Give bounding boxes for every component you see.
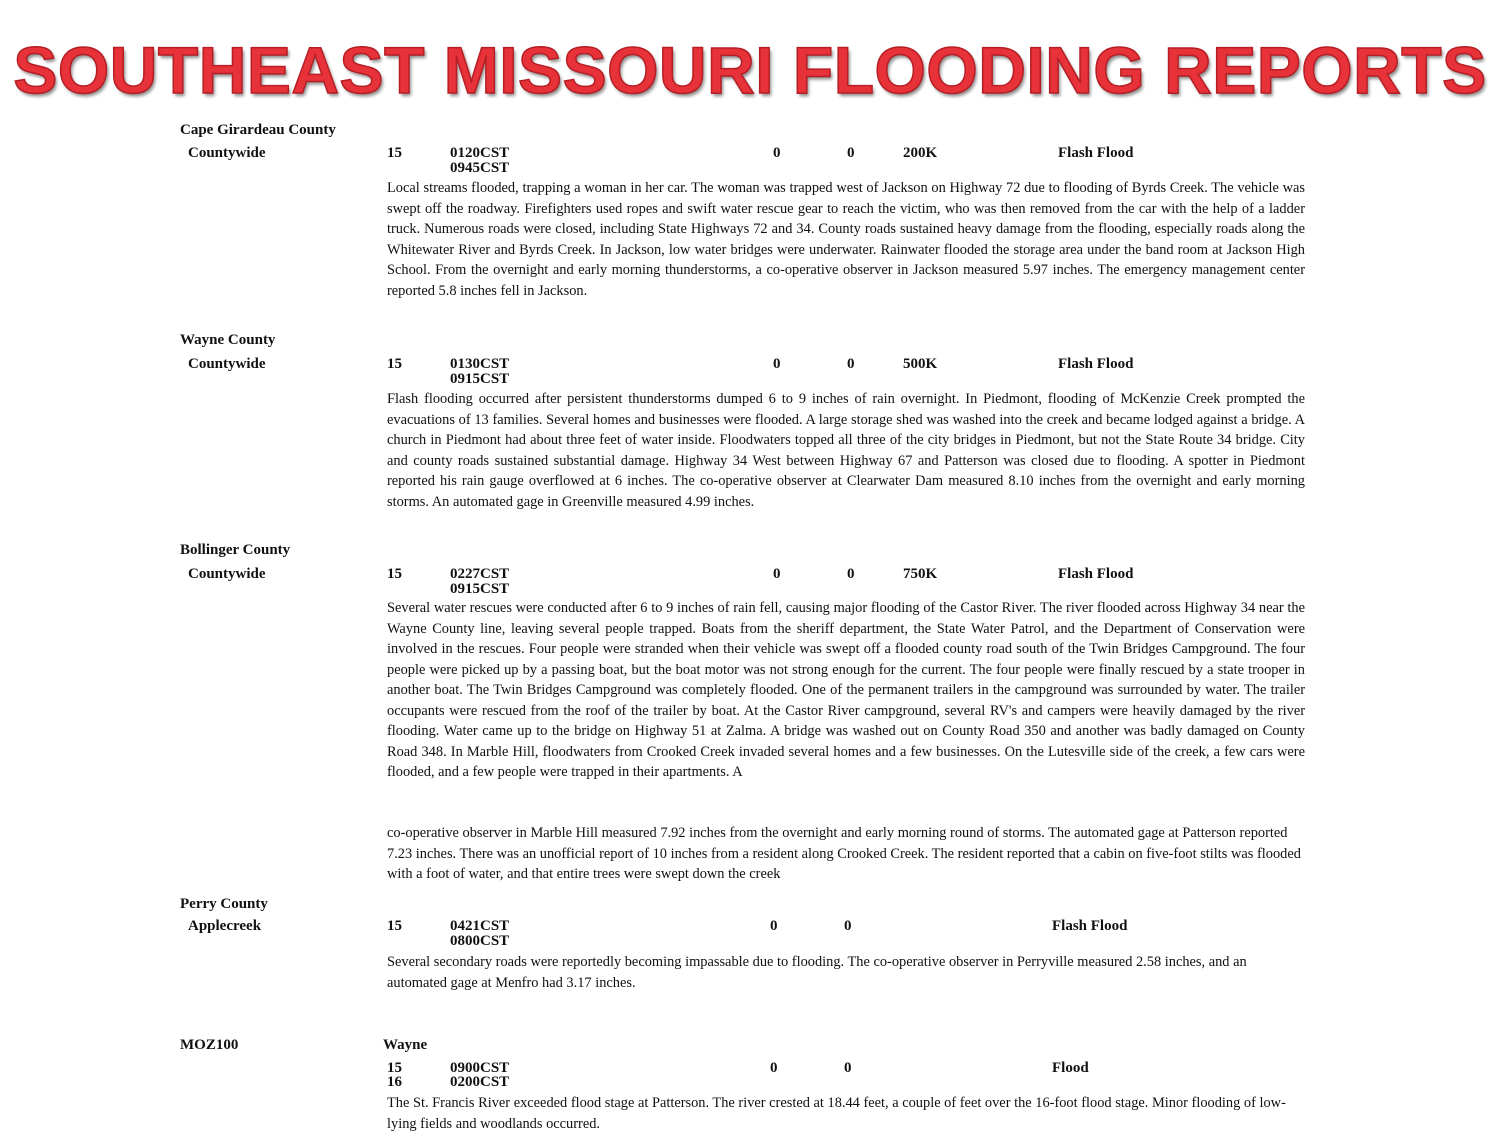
deaths: 0 <box>773 145 781 161</box>
time-begin: 0421CST <box>450 918 510 934</box>
narrative: Flash flooding occurred after persistent thunderstorms dumped 6 to 9 inches of rain overnight. In Piedmont, flooding of McKenzie Creek prompted the evacuations of 13 families. Several homes and businesses were flooded. A large storage shed was washed into the creek and became lodged against a bridge. A church in Piedmont had about three feet of water inside. Floodwaters topped all three of the city bridges in Piedmont, but not the State Route 34 bridge. City and county roads sustained substantial damage. Highway 34 West between Highway 67 and Patterson was closed due to flooding. A spotter in Piedmont reported his rain gauge overflowed at 6 inches. The co-operative observer at Clearwater Dam measured 8.10 inches from the overnight and early morning storms. An automated gage in Greenville measured 4.99 inches. <box>387 391 1305 510</box>
day: 15 <box>387 145 402 161</box>
time-end: 0915CST <box>450 581 510 597</box>
damage: 200K <box>903 145 938 161</box>
event-type: Flash Flood <box>1058 356 1134 372</box>
day: 15 <box>387 356 402 372</box>
deaths: 0 <box>770 918 778 934</box>
county-name: Cape Girardeau County <box>180 122 336 138</box>
narrative-continued: co-operative observer in Marble Hill measured 7.92 inches from the overnight and early morning round of storms. The automated gage at Patterson reported 7.23 inches. There was an unofficial report of 10 inches from a resident along Crooked Creek. The resident reported that a cabin on five-foot stilts was flooded with a foot of water, and that entire trees were swept down the creek <box>387 825 1301 882</box>
location: Countywide <box>188 356 266 372</box>
damage: 500K <box>903 356 938 372</box>
day-end: 16 <box>387 1074 402 1090</box>
time-end: 0800CST <box>450 933 510 949</box>
county-name: Wayne County <box>180 332 276 348</box>
time-begin: 0900CST <box>450 1060 510 1076</box>
time-end: 0200CST <box>450 1074 510 1090</box>
county-name: Bollinger County <box>180 542 291 558</box>
time-begin: 0227CST <box>450 566 510 582</box>
county-name: Perry County <box>180 896 268 912</box>
injuries: 0 <box>844 918 852 934</box>
time-end: 0915CST <box>450 371 510 387</box>
deaths: 0 <box>770 1060 778 1076</box>
injuries: 0 <box>847 566 855 582</box>
event-type: Flash Flood <box>1052 918 1128 934</box>
event-type: Flash Flood <box>1058 145 1134 161</box>
deaths: 0 <box>773 356 781 372</box>
injuries: 0 <box>847 145 855 161</box>
injuries: 0 <box>844 1060 852 1076</box>
time-begin: 0130CST <box>450 356 510 372</box>
event-type: Flood <box>1052 1060 1089 1076</box>
location: Countywide <box>188 145 266 161</box>
narrative: Several water rescues were conducted after 6 to 9 inches of rain fell, causing major flooding of the Castor River. The river flooded across Highway 34 near the Wayne County line, leaving several people trapped. Boats from the sheriff department, the State Water Patrol, and the Department of Conservation were involved in the rescues. Four people were stranded when their vehicle was swept off a flooded county road south of the Twin Bridges Campground. The four people were picked up by a passing boat, but the boat motor was not strong enough for the current. The four people were finally rescued by a state trooper in another boat. The Twin Bridges Campground was completely flooded. One of the permanent trailers in the campground was surrounded by water. The trailer occupants were rescued from the roof of the trailer by boat. At the Castor River campground, several RV's and campers were heavily damaged by the river flooding. Water came up to the bridge on Highway 51 at Zalma. A bridge was washed out on County Road 350 and another was badly damaged on County Road 348. In Marble Hill, floodwaters from Crooked Creek invaded several homes and a few businesses. On the Lutesville side of the creek, a few cars were flooded, and a few people were trapped in their apartments. A <box>387 600 1305 780</box>
narrative: Several secondary roads were reportedly becoming impassable due to flooding. The co-operative observer in Perryville measured 2.58 inches, and an automated gage at Menfro had 3.17 inches. <box>387 954 1247 991</box>
event-type: Flash Flood <box>1058 566 1134 582</box>
page-title: SOUTHEAST MISSOURI FLOODING REPORTS <box>13 33 1487 107</box>
location: Countywide <box>188 566 266 582</box>
injuries: 0 <box>847 356 855 372</box>
location: Wayne <box>383 1037 428 1053</box>
time-begin: 0120CST <box>450 145 510 161</box>
narrative: The St. Francis River exceeded flood stage at Patterson. The river crested at 18.44 feet, a couple of feet over the 16-foot flood stage. Minor flooding of low-lying fields and woodlands occurred. <box>387 1095 1286 1132</box>
narrative: Local streams flooded, trapping a woman in her car. The woman was trapped west of Jackson on Highway 72 due to flooding of Byrds Creek. The vehicle was swept off the roadway. Firefighters used ropes and swift water rescue gear to reach the victim, who was then removed from the car with the help of a ladder truck. Numerous roads were closed, including State Highways 72 and 34. County roads sustained heavy damage from the flooding, especially roads along the Whitewater River and Byrds Creek. In Jackson, low water bridges were underwater. Rainwater flooded the storage area under the band room at Jackson High School. From the overnight and early morning thunderstorms, a co-operative observer in Jackson measured 5.97 inches. The emergency management center reported 5.8 inches fell in Jackson. <box>387 180 1305 299</box>
zone-id: MOZ100 <box>180 1037 239 1053</box>
time-end: 0945CST <box>450 160 510 176</box>
location: Applecreek <box>188 918 262 934</box>
deaths: 0 <box>773 566 781 582</box>
day: 15 <box>387 918 402 934</box>
damage: 750K <box>903 566 938 582</box>
day: 15 <box>387 1060 402 1076</box>
day: 15 <box>387 566 402 582</box>
